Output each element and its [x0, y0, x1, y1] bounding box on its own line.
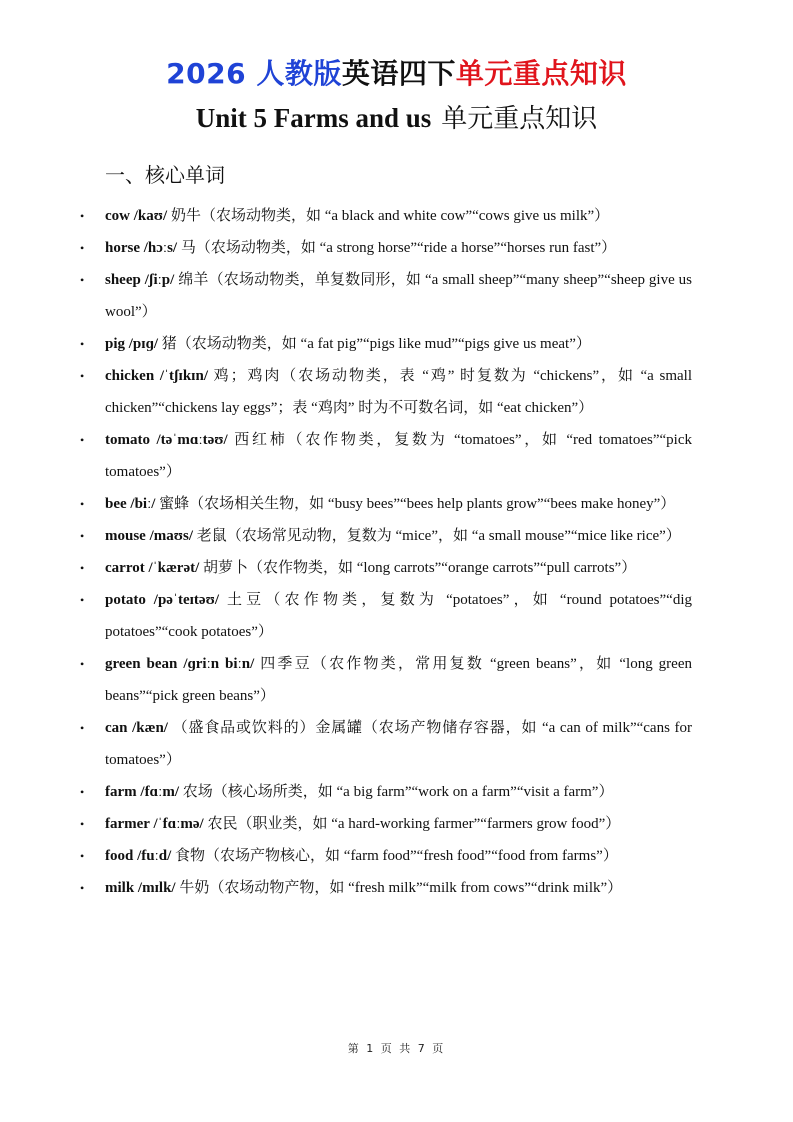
list-item: [80, 776, 692, 808]
bullet-icon: •: [80, 369, 85, 383]
vocab-word: sheep /ʃiːp/: [105, 272, 175, 288]
list-item: [80, 648, 692, 712]
list-item: [80, 488, 692, 520]
vocab-word: potato /pəˈteɪtəʊ/: [105, 592, 219, 608]
bullet-icon: •: [80, 529, 85, 543]
vocab-description: 马（农场动物类，如 “a strong horse”“ride a horse”“horses run fast”）: [180, 240, 617, 256]
list-item: [80, 360, 692, 424]
bullet-icon: •: [80, 273, 85, 287]
title-part-red: 单元重点知识: [455, 57, 627, 90]
vocab-description: 四季豆（农作物类，常用复数 “green beans”，如 “long green beans”“pick green beans”）: [105, 656, 692, 704]
vocab-word: horse /hɔːs/: [105, 240, 178, 256]
vocab-description: 绵羊（农场动物类，单复数同形，如 “a small sheep”“many sheep”“sheep give us wool”）: [105, 272, 692, 320]
vocab-description: 奶牛（农场动物类，如 “a black and white cow”“cows give us milk”）: [170, 208, 610, 224]
vocab-word: can /kæn/: [105, 720, 168, 736]
vocab-description: 农民（职业类，如 “a hard-working farmer”“farmers grow food”）: [207, 816, 621, 832]
bullet-icon: •: [80, 241, 85, 255]
title-part-blue: 2026 人教版: [166, 57, 342, 90]
list-item: [80, 232, 692, 264]
subtitle-english: Unit 5 Farms and us: [195, 103, 432, 133]
vocab-description: （盛食品或饮料的）金属罐（农场产物储存容器，如 “a can of milk”“cans for tomatoes”）: [105, 720, 693, 768]
page-title: [166, 56, 627, 92]
list-item: [80, 712, 692, 776]
vocab-word: food /fuːd/: [105, 848, 172, 864]
list-item: [80, 840, 692, 872]
title-block: [0, 56, 793, 92]
vocab-description: 西红柿（农作物类，复数为 “tomatoes”，如 “red tomatoes”“pick tomatoes”）: [105, 432, 692, 480]
bullet-icon: •: [80, 209, 85, 223]
vocabulary-list: [80, 200, 692, 904]
vocab-description: 老鼠（农场常见动物，复数为 “mice”，如 “a small mouse”“mice like rice”）: [196, 528, 681, 544]
list-item: [80, 552, 692, 584]
page-subtitle: [196, 103, 598, 133]
vocab-description: 猪（农场动物类，如 “a fat pig”“pigs like mud”“pigs give us meat”）: [161, 336, 591, 352]
vocab-description: 胡萝卜（农作物类，如 “long carrots”“orange carrots”“pull carrots”）: [203, 560, 637, 576]
subtitle-block: [0, 100, 793, 137]
vocab-description: 土豆（农作物类，复数为 “potatoes”，如 “round potatoes”“dig potatoes”“cook potatoes”）: [105, 592, 693, 640]
list-item: [80, 808, 692, 840]
subtitle-chinese: 单元重点知识: [441, 104, 598, 134]
list-item: [80, 584, 692, 648]
bullet-icon: •: [80, 593, 85, 607]
vocab-word: green bean /ɡriːn biːn/: [105, 656, 255, 672]
list-item: [80, 520, 692, 552]
title-part-black: 英语四下: [341, 57, 456, 90]
page-number-footer: 第 1 页 共 7 页: [347, 1042, 446, 1055]
vocab-description: 蜜蜂（农场相关生物，如 “busy bees”“bees help plants grow”“bees make honey”）: [159, 496, 676, 512]
list-item: [80, 872, 692, 904]
list-item: [80, 424, 692, 488]
vocab-description: 鸡；鸡肉（农场动物类，表 “鸡” 时复数为 “chickens”，如 “a small chicken”“chickens lay eggs”；表 “鸡肉” 时为不可数名词，如 “eat chicken”）: [105, 368, 692, 416]
vocab-word: bee /biː/: [105, 496, 156, 512]
vocab-description: 农场（核心场所类，如 “a big farm”“work on a farm”“visit a farm”）: [182, 784, 614, 800]
vocab-word: mouse /maʊs/: [105, 528, 194, 544]
vocab-word: cow /kaʊ/: [105, 208, 168, 224]
list-item: [80, 200, 692, 232]
bullet-icon: •: [80, 657, 85, 671]
bullet-icon: •: [80, 849, 85, 863]
bullet-icon: •: [80, 561, 85, 575]
vocab-word: farmer /ˈfɑːmə/: [105, 816, 204, 832]
bullet-icon: •: [80, 433, 85, 447]
vocab-word: farm /fɑːm/: [105, 784, 180, 800]
vocab-word: pig /pɪɡ/: [105, 336, 159, 352]
vocab-word: carrot /ˈkærət/: [105, 560, 200, 576]
bullet-icon: •: [80, 817, 85, 831]
list-item: [80, 328, 692, 360]
bullet-icon: •: [80, 337, 85, 351]
list-item: [80, 264, 692, 328]
bullet-icon: •: [80, 497, 85, 511]
vocab-word: chicken /ˈtʃɪkɪn/: [105, 368, 208, 384]
bullet-icon: •: [80, 721, 85, 735]
vocab-word: milk /mɪlk/: [105, 880, 176, 896]
section-heading: 一、核心单词: [105, 163, 225, 187]
vocab-description: 食物（农场产物核心，如 “farm food”“fresh food”“food from farms”）: [175, 848, 618, 864]
vocab-word: tomato /təˈmɑːtəʊ/: [105, 432, 228, 448]
bullet-icon: •: [80, 881, 85, 895]
bullet-icon: •: [80, 785, 85, 799]
vocab-description: 牛奶（农场动物产物，如 “fresh milk”“milk from cows”“drink milk”）: [179, 880, 623, 896]
